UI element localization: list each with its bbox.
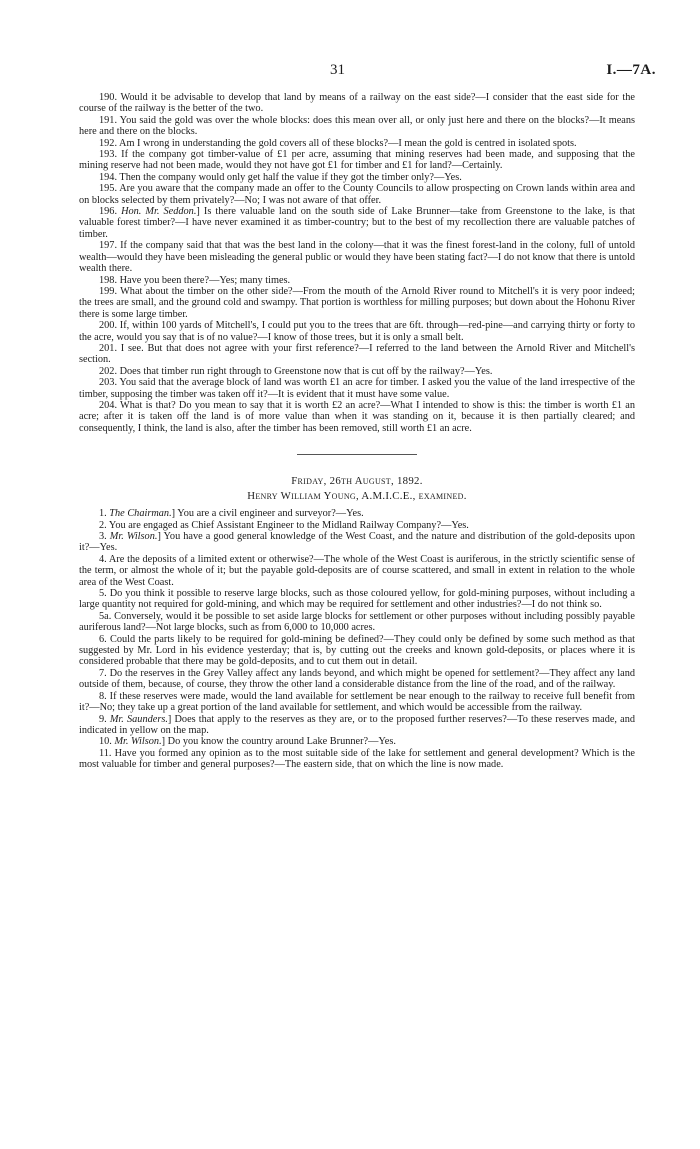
evidence-paragraph: 197. If the company said that that was the best land in the colony—that it was the finest forest-land in the colony, full of untold wealth—would they have been misleading the general public or would they have been stating fact?—I do not know that there is untold wealth there.	[79, 240, 635, 275]
session-date-heading: Friday, 26th August, 1892.	[291, 475, 423, 488]
evidence-paragraph: 200. If, within 100 yards of Mitchell's, I could put you to the trees that are 6ft. through—red-pine—and carrying thirty or forty to the acre, would you say that is of no value?—I know of those trees, but it is only a small belt.	[79, 320, 635, 343]
speaker-name: The Chairman.	[109, 508, 172, 520]
evidence-paragraph: 2. You are engaged as Chief Assistant Engineer to the Midland Railway Company?—Yes.	[99, 519, 469, 531]
section-divider	[297, 454, 417, 455]
question-number: 3.	[99, 531, 110, 542]
speaker-name: Mr. Wilson.	[109, 531, 158, 542]
evidence-paragraph	[79, 736, 635, 747]
evidence-paragraph	[79, 531, 635, 554]
evidence-section-1	[79, 92, 635, 434]
speaker-name: Mr. Wilson.	[114, 736, 162, 748]
evidence-paragraph: 195. Are you aware that the company made an offer to the County Councils to allow prospecting on Crown lands within area and on blocks selected by them privately?—No; I was not aware of that offer.	[79, 183, 635, 206]
evidence-paragraph: 194. Then the company would only get half the value if they got the timber only?—Yes.	[99, 171, 462, 183]
paragraph-text: ] You have a good general knowledge of the West Coast, and the nature and distribution of the gold-deposits upon it?—Yes.	[79, 531, 636, 554]
evidence-paragraph: 204. What is that? Do you mean to say that it is worth £2 an acre?—What I intended to show is this: the timber is worth £1 an acre; after it is taken off the land is of more value than when it was standing on it, because it is then partially cleared; and consequently, I think, the land is also, after the timber has been removed, still worth £1 an acre.	[79, 399, 635, 434]
paragraph-text: ] You are a civil engineer and surveyor?—Yes.	[171, 508, 364, 520]
paragraph-text: ] Do you know the country around Lake Brunner?—Yes.	[161, 736, 396, 748]
document-reference: I.—7A.	[606, 62, 656, 78]
evidence-paragraph: 5. Do you think it possible to reserve large blocks, such as those coloured yellow, for gold-mining purposes, without including a large quantity not required for gold-mining, and which may be required for settlement and other industries?—I do not think so.	[79, 588, 635, 611]
evidence-paragraph	[79, 206, 635, 240]
evidence-section-2	[79, 508, 635, 770]
evidence-paragraph: 11. Have you formed any opinion as to the most suitable side of the lake for settlement and general development? Which is the most valuable for timber and general purposes?—The eastern side, that on which the line is now made.	[79, 747, 635, 771]
evidence-paragraph: 6. Could the parts likely to be required for gold-mining be defined?—They could only be defined by some such method as that suggested by Mr. Lord in his evidence yesterday; that is, by cutting out the creeks and known gold-deposits, or places where it is considered probable that there may be gold-deposits, and to cut them out in detail.	[79, 633, 635, 668]
paragraph-text: ] Does that apply to the reserves as they are, or to the proposed further reserves?—To these reserves made, and indicated in yellow on the map.	[79, 713, 636, 736]
page-number: 31	[330, 62, 345, 78]
question-number: 10.	[99, 736, 115, 748]
witness-heading: Henry William Young, A.M.I.C.E., examined.	[247, 490, 467, 503]
evidence-paragraph: 5a. Conversely, would it be possible to set aside large blocks for settlement or other purposes without including possibly payable auriferous land?—Not large blocks, such as from 6,000 to 10,000 acres.	[79, 610, 635, 634]
evidence-paragraph	[79, 714, 635, 737]
evidence-paragraph: 203. You said that the average block of land was worth £1 an acre for timber. I asked you the value of the land irrespective of the timber, supposing the timber was taken off it?—It is evident that it must have some value.	[79, 377, 635, 400]
question-number: 196.	[99, 206, 122, 218]
speaker-name: Mr. Saunders.	[109, 713, 168, 725]
evidence-paragraph: 198. Have you been there?—Yes; many times.	[99, 274, 291, 286]
page-header	[0, 62, 700, 82]
document-body	[79, 92, 635, 771]
evidence-paragraph: 7. Do the reserves in the Grey Valley affect any lands beyond, and which might be opened for settlement?—They affect any land outside of them, because, of course, they throw the other land a considerable distance from the line of the road, and of the railway.	[79, 667, 635, 691]
evidence-paragraph: 202. Does that timber run right through to Greenstone now that is cut off by the railway?—Yes.	[99, 365, 493, 377]
question-number: 9.	[99, 713, 110, 725]
evidence-paragraph: 201. I see. But that does not agree with your first reference?—I referred to the land between the Arnold River and Mitchell's section.	[79, 342, 635, 366]
evidence-paragraph	[79, 508, 635, 519]
evidence-paragraph: 190. Would it be advisable to develop that land by means of a railway on the east side?—I consider that the east side for the course of the railway is the better of the two.	[79, 92, 635, 115]
question-number: 1.	[99, 508, 110, 520]
evidence-paragraph: 8. If these reserves were made, would the land available for settlement be near enough to the railway to receive full benefit from it?—No; they take up a great portion of the land available for settlement, and which would be accessible from the railway.	[79, 690, 635, 714]
evidence-paragraph: 192. Am I wrong in understanding the gold covers all of these blocks?—I mean the gold is centred in isolated spots.	[99, 137, 577, 149]
evidence-paragraph: 191. You said the gold was over the whole blocks: does this mean over all, or only just here and there on the blocks?—It means here and there on the blocks.	[79, 114, 635, 138]
evidence-paragraph: 199. What about the timber on the other side?—From the mouth of the Arnold River round to Mitchell's it is very poor indeed; the trees are small, and the ground cold and swampy. That portion is worthless for milling purposes; but down about the Hohonu River there is some large timber.	[79, 285, 635, 320]
evidence-paragraph: 4. Are the deposits of a limited extent or otherwise?—The whole of the West Coast is auriferous, in the strictly scientific sense of the term, or almost the whole of it; but the payable gold-deposits are of course scattered, and small in extent in relation to the whole area of the West Coast.	[79, 553, 635, 588]
speaker-name: Hon. Mr. Seddon.	[121, 206, 197, 218]
evidence-paragraph: 193. If the company got timber-value of £1 per acre, assuming that mining reserves had been made, and supposing that the mining reserve had not been made, would they not have got £1 for timber and £1 for land?—Certainly.	[79, 149, 635, 172]
paragraph-text: ] Is there valuable land on the south side of Lake Brunner—take from Greenstone to the lake, is that valuable forest timber?—I have never examined it as timber-country; but to the best of my recollection there are valuable patches of timber.	[79, 206, 636, 240]
